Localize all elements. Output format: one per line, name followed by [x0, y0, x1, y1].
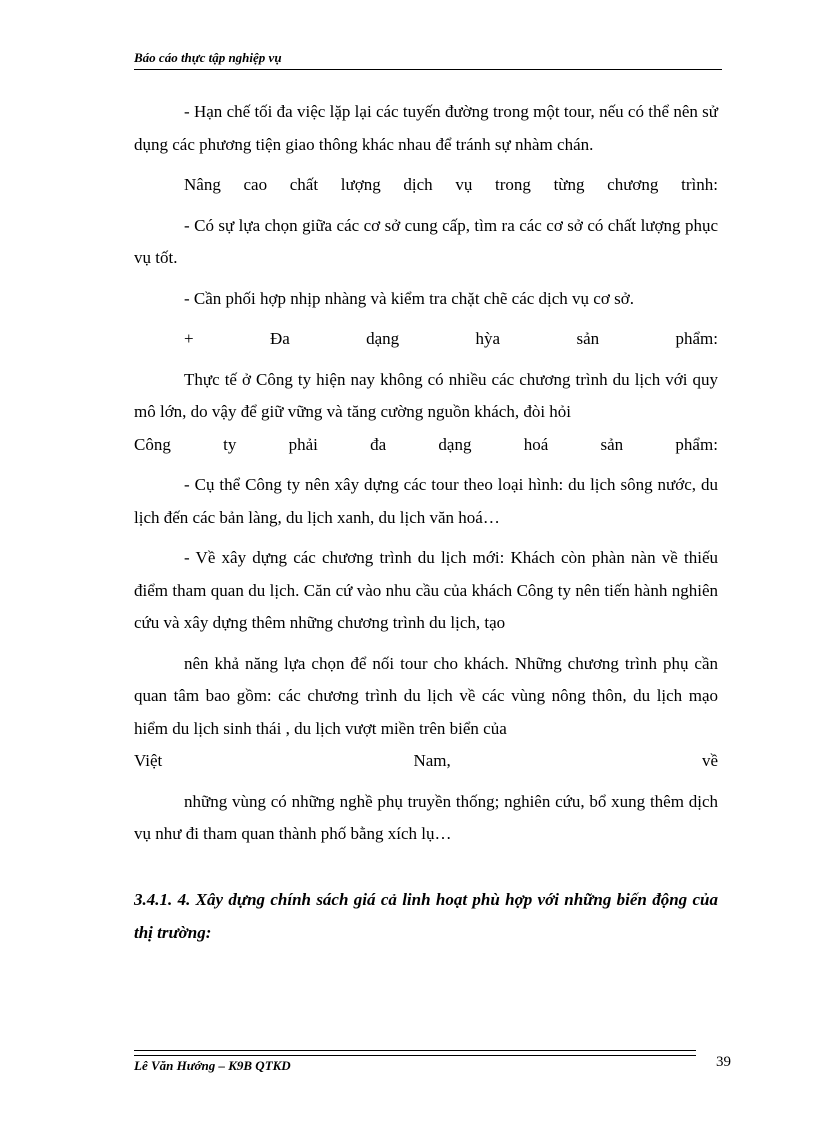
word: trình:	[681, 175, 718, 194]
paragraph: nên khả năng lựa chọn để nối tour cho khách. Những chương trình phụ cần quan tâm bao gồm: các chương trình du lịch về các vùng nông thôn, du lịch mạo hiểm du lịch sinh thái , du lịch vượt miền trên biển của	[134, 653, 718, 738]
word: Việt	[134, 751, 163, 770]
word: Công	[134, 434, 171, 454]
word: ty	[223, 434, 237, 454]
word: lượng	[340, 175, 381, 194]
paragraph: những vùng có những nghề phụ truyền thống; nghiên cứu, bổ xung thêm dịch vụ như đi tham quan thành phố bằng xích lụ…	[134, 791, 718, 843]
paragraph: - Về xây dựng các chương trình du lịch mới: Khách còn phàn nàn về thiếu điểm tham quan du lịch. Căn cứ vào nhu cầu của khách Công ty nên tiến hành nghiên cứu và xây dựng thêm những chương trình du lịch, tạo	[134, 548, 718, 632]
paragraph: - Cụ thể Công ty nên xây dựng các tour theo loại hình: du lịch sông nước, du lịch đến các bản làng, du lịch xanh, du lịch văn hoá…	[134, 475, 718, 527]
paragraph-spread	[134, 169, 718, 202]
word: phẩm:	[675, 434, 718, 454]
word: dịch	[403, 175, 433, 194]
word: từng	[553, 175, 585, 194]
word: trong	[495, 175, 531, 194]
word: phải	[288, 434, 318, 454]
paragraph-spread	[134, 429, 718, 462]
paragraph: - Hạn chế tối đa việc lặp lại các tuyến đường trong một tour, nếu có thể nên sử dụng các phương tiện giao thông khác nhau để tránh sự nhàm chán.	[134, 102, 718, 154]
page-header	[134, 50, 722, 70]
page-number: 39	[716, 1054, 731, 1070]
document-body	[134, 96, 718, 851]
paragraph-spread	[134, 323, 718, 356]
word: hoá	[523, 434, 549, 454]
footer-author: Lê Văn Hướng – K9B QTKD	[134, 1058, 291, 1073]
word: Đa	[269, 329, 290, 348]
word: chương	[607, 175, 659, 194]
paragraph: - Cần phối hợp nhịp nhàng và kiểm tra chặt chẽ các dịch vụ cơ sở.	[184, 288, 634, 308]
word: sản	[600, 434, 624, 454]
word: dạng	[366, 329, 400, 348]
word: +	[184, 329, 194, 348]
word: vụ	[455, 175, 473, 194]
word: phẩm:	[675, 329, 718, 348]
section-heading: 3.4.1. 4. Xây dựng chính sách giá cả linh hoạt phù hợp với những biến động của thị trường:	[134, 890, 718, 942]
word: hỳa	[475, 329, 501, 348]
header-title: Báo cáo thực tập nghiệp vụ	[134, 50, 282, 65]
paragraph-spread	[134, 745, 718, 778]
footer-divider	[134, 1050, 696, 1056]
paragraph: - Có sự lựa chọn giữa các cơ sở cung cấp, tìm ra các cơ sở có chất lượng phục vụ tốt.	[134, 215, 718, 267]
word: cao	[243, 175, 268, 194]
word: Nam,	[413, 751, 451, 770]
word: đa	[370, 434, 387, 454]
paragraph: Thực tế ở Công ty hiện nay không có nhiều các chương trình du lịch với quy mô lớn, do vậy để giữ vững và tăng cường nguồn khách, đòi hỏi	[134, 369, 718, 421]
word: về	[701, 751, 718, 770]
word: Nâng	[184, 175, 221, 194]
word: dạng	[438, 434, 472, 454]
word: sản	[576, 329, 600, 348]
word: chất	[289, 175, 319, 194]
